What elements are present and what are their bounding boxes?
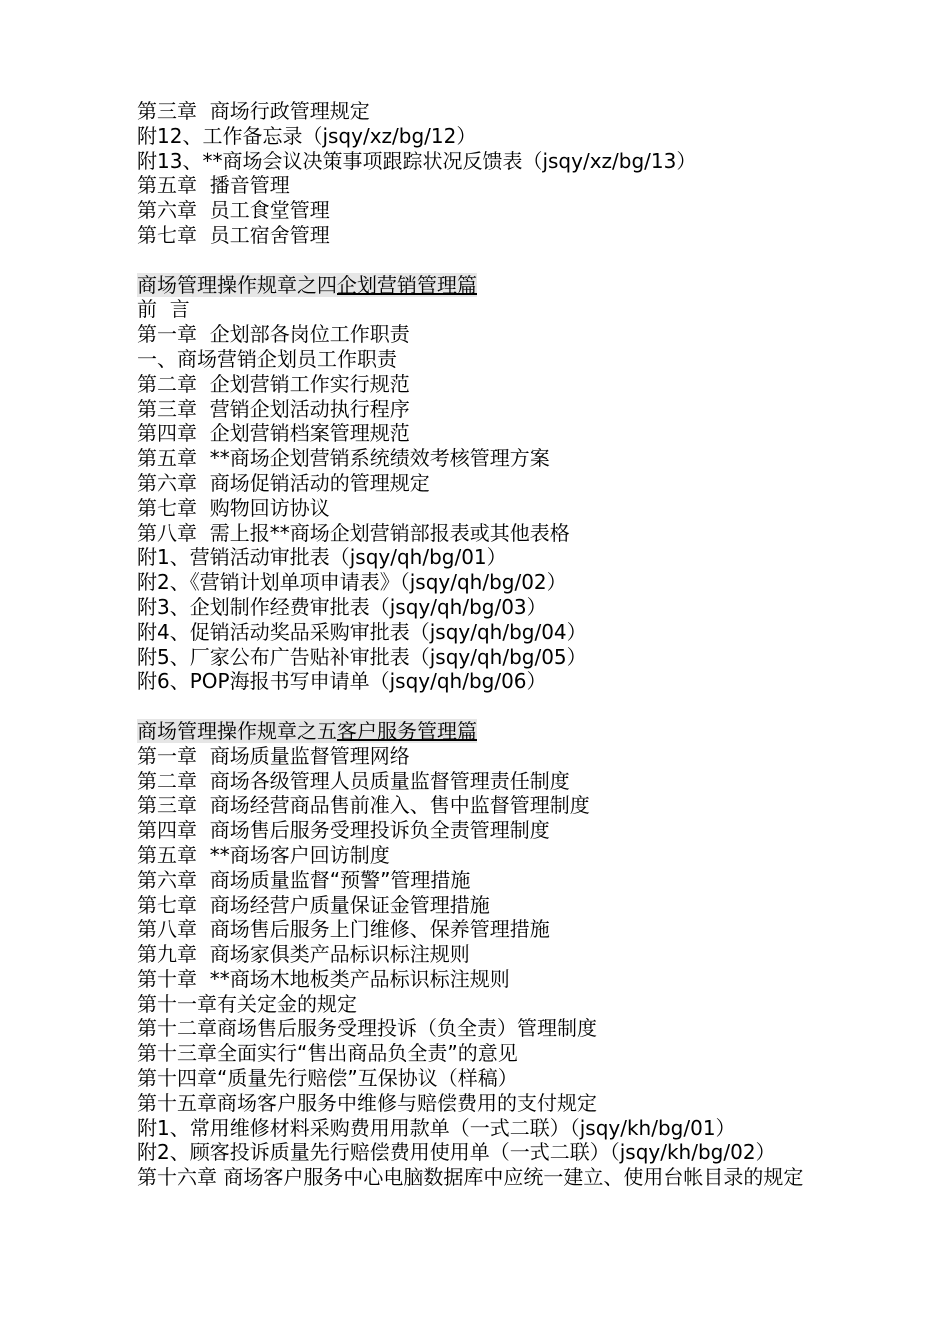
toc-line: 第六章 商场促销活动的管理规定	[137, 470, 430, 495]
heading-title: 客户服务管理篇	[337, 718, 477, 743]
part-four-heading-line	[137, 273, 827, 298]
toc-line: 第十二章商场售后服务受理投诉（负全责）管理制度	[137, 1016, 597, 1041]
toc-line: 前 言	[137, 297, 190, 322]
toc-line: 第十三章全面实行“售出商品负全责”的意见	[137, 1041, 518, 1066]
blank-line	[137, 248, 827, 273]
toc-line: 第一章 商场质量监督管理网络	[137, 743, 410, 768]
toc-line: 第十五章商场客户服务中维修与赔偿费用的支付规定	[137, 1090, 597, 1115]
toc-line: 第十四章“质量先行赔偿”互保协议（样稿）	[137, 1066, 518, 1091]
section-three-tail	[137, 99, 827, 248]
toc-line: 第四章 商场售后服务受理投诉负全责管理制度	[137, 818, 550, 843]
toc-line: 第七章 购物回访协议	[137, 495, 330, 520]
toc-line: 第八章 商场售后服务上门维修、保养管理措施	[137, 917, 550, 942]
toc-line-wrapped: 附2、顾客投诉质量先行赔偿费用使用单（一式二联）（jsqy/kh/bg/02）	[137, 1140, 776, 1165]
toc-line: 第十一章有关定金的规定	[137, 991, 357, 1016]
part-five-heading	[137, 719, 477, 743]
toc-line: 第一章 企划部各岗位工作职责	[137, 322, 410, 347]
part-four-section	[137, 273, 827, 695]
heading-prefix: 商场管理操作规章之四	[137, 272, 337, 297]
toc-line-wrapped: 第十六章 商场客户服务中心电脑数据库中应统一建立、使用台帐目录的规定	[137, 1165, 804, 1190]
toc-line: 第八章 需上报**商场企划营销部报表或其他表格	[137, 520, 570, 545]
toc-line: 第七章 商场经营户质量保证金管理措施	[137, 892, 490, 917]
toc-line: 第五章 **商场企划营销系统绩效考核管理方案	[137, 446, 550, 471]
toc-line: 第六章 商场质量监督“预警”管理措施	[137, 867, 471, 892]
toc-line: 附13、**商场会议决策事项跟踪状况反馈表（jsqy/xz/bg/13）	[137, 148, 697, 173]
toc-line: 一、商场营销企划员工作职责	[137, 346, 397, 371]
toc-line: 附12、工作备忘录（jsqy/xz/bg/12）	[137, 123, 477, 148]
part-five-section	[137, 719, 827, 1190]
part-four-heading	[137, 273, 477, 297]
heading-prefix: 商场管理操作规章之五	[137, 718, 337, 743]
part-five-heading-line	[137, 719, 827, 744]
toc-line: 第九章 商场家俱类产品标识标注规则	[137, 942, 470, 967]
toc-line: 附6、POP海报书写申请单（jsqy/qh/bg/06）	[137, 669, 547, 694]
toc-line: 附1、营销活动审批表（jsqy/qh/bg/01）	[137, 545, 507, 570]
toc-line: 附1、常用维修材料采购费用用款单（一式二联）（jsqy/kh/bg/01）	[137, 1115, 736, 1140]
document-page	[137, 99, 827, 1190]
toc-line: 附3、企划制作经费审批表（jsqy/qh/bg/03）	[137, 594, 547, 619]
toc-line: 附4、促销活动奖品采购审批表（jsqy/qh/bg/04）	[137, 619, 587, 644]
toc-line: 第五章 **商场客户回访制度	[137, 842, 390, 867]
toc-line: 第三章 营销企划活动执行程序	[137, 396, 410, 421]
heading-title: 企划营销管理篇	[337, 272, 477, 297]
toc-line: 第十章 **商场木地板类产品标识标注规则	[137, 966, 510, 991]
toc-line: 附2、《营销计划单项申请表》（jsqy/qh/bg/02）	[137, 570, 567, 595]
toc-line: 第三章 商场经营商品售前准入、售中监督管理制度	[137, 793, 590, 818]
toc-line: 第六章 员工食堂管理	[137, 198, 330, 223]
toc-line: 第二章 商场各级管理人员质量监督管理责任制度	[137, 768, 570, 793]
toc-line: 第二章 企划营销工作实行规范	[137, 371, 410, 396]
toc-line: 第七章 员工宿舍管理	[137, 222, 330, 247]
blank-line	[137, 694, 827, 719]
toc-line: 附5、厂家公布广告贴补审批表（jsqy/qh/bg/05）	[137, 644, 587, 669]
toc-line: 第五章 播音管理	[137, 173, 290, 198]
toc-line: 第四章 企划营销档案管理规范	[137, 421, 410, 446]
toc-line: 第三章 商场行政管理规定	[137, 99, 370, 123]
